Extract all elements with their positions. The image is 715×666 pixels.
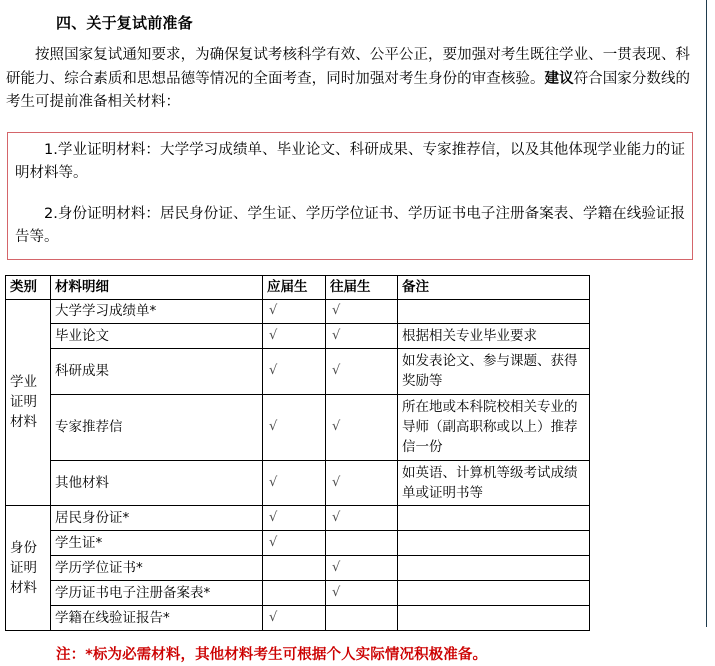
cell-remark: 根据相关专业毕业要求 (398, 323, 590, 348)
cell-remark: 如英语、计算机等级考试成绩单或证明书等 (398, 460, 590, 505)
table-row (6, 605, 590, 630)
table-row (6, 323, 590, 348)
cell-detail: 学籍在线验证报告* (51, 605, 263, 630)
cell-remark (398, 530, 590, 555)
cell-previous-graduate (326, 323, 398, 348)
checkmark-icon: √ (332, 509, 341, 525)
cell-previous-graduate (326, 299, 398, 323)
cell-detail: 毕业论文 (51, 323, 263, 348)
checkmark-icon: √ (332, 584, 341, 600)
cell-remark (398, 299, 590, 323)
column-header-remark: 备注 (398, 275, 590, 299)
table-row (6, 348, 590, 394)
cell-detail: 大学学习成绩单* (51, 299, 263, 323)
footer-note: 注：*标为必需材料，其他材料考生可根据个人实际情况积极准备。 (56, 646, 488, 663)
checkmark-icon: √ (269, 303, 278, 318)
checkmark-icon: √ (332, 327, 341, 343)
table-row (6, 460, 590, 505)
cell-category-academic: 学业证明材料 (6, 299, 51, 505)
cell-previous-graduate (326, 460, 398, 505)
cell-previous-graduate (326, 580, 398, 605)
checkmark-icon: √ (269, 363, 278, 378)
checkmark-icon: √ (332, 363, 341, 378)
cell-fresh-graduate (263, 530, 326, 555)
cell-remark (398, 580, 590, 605)
page-frame-rule (706, 0, 707, 627)
cell-detail: 学生证* (51, 530, 263, 555)
checkmark-icon: √ (332, 303, 341, 318)
table-row (6, 530, 590, 555)
checkmark-icon: √ (269, 509, 278, 525)
callout-item-academic: 1.学业证明材料：大学学习成绩单、毕业论文、科研成果、专家推荐信，以及其他体现学业能力的证明材料等。 (15, 141, 685, 181)
cell-detail: 专家推荐信 (51, 394, 263, 460)
cell-fresh-graduate (263, 394, 326, 460)
checkmark-icon: √ (269, 327, 278, 343)
checkmark-icon: √ (332, 559, 341, 575)
cell-remark: 如发表论文、参与课题、获得奖励等 (398, 348, 590, 394)
intro-emphasis: 建议 (544, 70, 574, 87)
checkmark-icon: √ (269, 609, 278, 625)
cell-fresh-graduate (263, 323, 326, 348)
table-row (6, 505, 590, 530)
cell-previous-graduate (326, 605, 398, 630)
cell-detail: 科研成果 (51, 348, 263, 394)
cell-previous-graduate (326, 555, 398, 580)
checkmark-icon: √ (332, 474, 341, 490)
table-row (6, 555, 590, 580)
column-header-previous-graduate: 往届生 (326, 275, 398, 299)
cell-remark (398, 605, 590, 630)
cell-previous-graduate (326, 530, 398, 555)
cell-fresh-graduate (263, 605, 326, 630)
column-header-detail: 材料明细 (51, 275, 263, 299)
table-header-row (6, 275, 590, 299)
cell-previous-graduate (326, 394, 398, 460)
cell-remark (398, 555, 590, 580)
cell-fresh-graduate (263, 299, 326, 323)
checkmark-icon: √ (269, 534, 278, 550)
intro-text-before-emphasis: 按照国家复试通知要求，为确保复试考核科学有效、公平公正，要加强对考生既往学业、一贯表现、科研能力、综合素质和思想品德等情况的全面考查，同时加强对考生身份的审查核验。 (6, 47, 690, 87)
cell-detail: 学历学位证书* (51, 555, 263, 580)
cell-previous-graduate (326, 505, 398, 530)
cell-remark: 所在地或本科院校相关专业的导师（副高职称或以上）推荐信一份 (398, 394, 590, 460)
checkmark-icon: √ (269, 419, 278, 434)
intro-text-after-emphasis: 符合国家分数线的考生可提前准备相关材料： (6, 70, 691, 110)
table-row (6, 394, 590, 460)
cell-fresh-graduate (263, 460, 326, 505)
table-header (6, 275, 590, 299)
table-row (6, 580, 590, 605)
cell-detail: 居民身份证* (51, 505, 263, 530)
callout-item-identity: 2.身份证明材料：居民身份证、学生证、学历学位证书、学历证书电子注册备案表、学籍在线验证报告等。 (15, 205, 685, 245)
column-header-category: 类别 (6, 275, 51, 299)
cell-detail: 其他材料 (51, 460, 263, 505)
cell-fresh-graduate (263, 580, 326, 605)
column-header-fresh-graduate: 应届生 (263, 275, 326, 299)
table-row (6, 299, 590, 323)
materials-callout-box (7, 132, 693, 260)
cell-remark (398, 505, 590, 530)
cell-detail: 学历证书电子注册备案表* (51, 580, 263, 605)
cell-fresh-graduate (263, 505, 326, 530)
cell-category-identity: 身份证明材料 (6, 505, 51, 630)
table-body (6, 299, 590, 630)
materials-table (5, 275, 590, 631)
checkmark-icon: √ (269, 474, 278, 490)
checkmark-icon: √ (332, 419, 341, 434)
cell-fresh-graduate (263, 348, 326, 394)
cell-previous-graduate (326, 348, 398, 394)
section-heading: 四、关于复试前准备 (56, 14, 193, 32)
intro-paragraph (0, 33, 700, 115)
cell-fresh-graduate (263, 555, 326, 580)
